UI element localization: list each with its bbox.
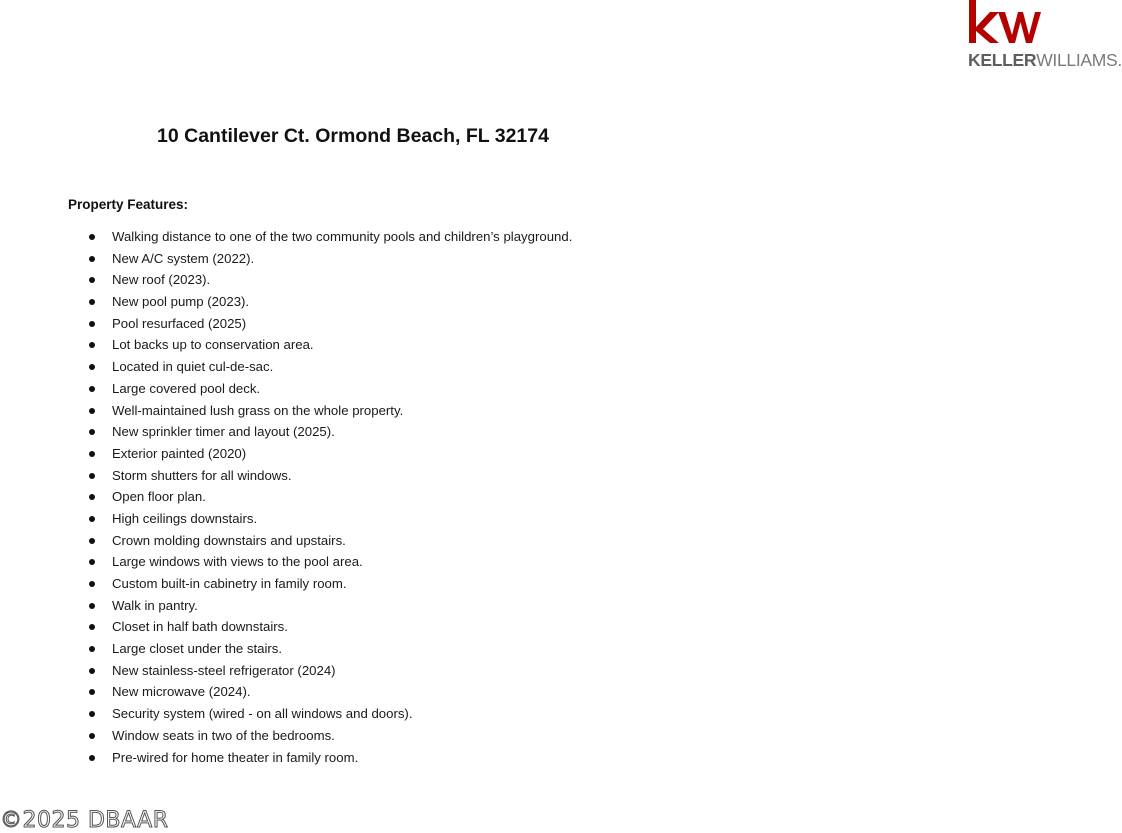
- feature-text: New pool pump (2023).: [112, 294, 250, 310]
- feature-text: New sprinkler timer and layout (2025).: [112, 424, 335, 440]
- feature-text: Located in quiet cul-de-sac.: [112, 359, 274, 375]
- feature-text: Large closet under the stairs.: [112, 641, 283, 657]
- bullet-icon: [89, 321, 95, 327]
- feature-text: New microwave (2024).: [112, 684, 251, 700]
- bullet-icon: [89, 603, 95, 609]
- logo-wordmark: [968, 50, 1122, 71]
- bullet-icon: [89, 516, 95, 522]
- bullet-icon: [89, 538, 95, 544]
- feature-text: Large windows with views to the pool area.: [112, 554, 363, 570]
- bullet-icon: [89, 755, 95, 761]
- bullet-icon: [89, 689, 95, 695]
- bullet-icon: [89, 277, 95, 283]
- logo-name-light: WILLIAMS.: [1036, 50, 1122, 70]
- feature-text: Open floor plan.: [112, 489, 206, 505]
- bullet-icon: [89, 559, 95, 565]
- feature-text: Pool resurfaced (2025): [112, 315, 247, 331]
- feature-text: Well-maintained lush grass on the whole property.: [112, 402, 404, 418]
- bullet-icon: [89, 733, 95, 739]
- bullet-icon: [89, 256, 95, 262]
- kw-logo-mark: [968, 0, 1040, 48]
- bullet-icon: [89, 646, 95, 652]
- bullet-icon: [89, 364, 95, 370]
- property-features-heading: Property Features:: [68, 197, 189, 212]
- keller-williams-logo: [480, 0, 1122, 72]
- feature-text: Storm shutters for all windows.: [112, 467, 292, 483]
- feature-text: Custom built-in cabinetry in family room.: [112, 576, 347, 591]
- feature-text: Large covered pool deck.: [112, 380, 261, 396]
- copyright-watermark: ©2025 DBAAR: [0, 808, 169, 833]
- bullet-icon: [89, 451, 95, 457]
- bullet-icon: [89, 494, 95, 500]
- feature-text: New A/C system (2022).: [112, 250, 255, 266]
- bullet-icon: [89, 473, 95, 479]
- feature-text: New roof (2023).: [112, 272, 211, 288]
- feature-text: Security system (wired - on all windows and doors).: [112, 706, 413, 722]
- bullet-icon: [89, 624, 95, 630]
- bullet-icon: [89, 386, 95, 392]
- bullet-icon: [89, 668, 95, 674]
- feature-text: Lot backs up to conservation area.: [112, 337, 314, 353]
- feature-text: New stainless-steel refrigerator (2024): [112, 662, 336, 678]
- bullet-icon: [89, 429, 95, 435]
- bullet-icon: [89, 342, 95, 348]
- feature-text: Walking distance to one of the two community pools and children’s playground.: [112, 229, 573, 244]
- bullet-icon: [89, 581, 95, 587]
- bullet-icon: [89, 234, 95, 240]
- bullet-icon: [89, 299, 95, 305]
- feature-text: Walk in pantry.: [112, 597, 198, 613]
- feature-text: Crown molding downstairs and upstairs.: [112, 532, 346, 548]
- property-address-title: 10 Cantilever Ct. Ormond Beach, FL 32174: [157, 125, 549, 147]
- bullet-icon: [89, 408, 95, 414]
- feature-text: Pre-wired for home theater in family room.: [112, 749, 359, 765]
- feature-text: Window seats in two of the bedrooms.: [112, 727, 335, 743]
- bullet-icon: [89, 711, 95, 717]
- logo-name-bold: KELLER: [968, 50, 1037, 70]
- feature-text: High ceilings downstairs.: [112, 510, 258, 526]
- feature-text: Closet in half bath downstairs.: [112, 619, 288, 635]
- feature-text: Exterior painted (2020): [112, 445, 247, 461]
